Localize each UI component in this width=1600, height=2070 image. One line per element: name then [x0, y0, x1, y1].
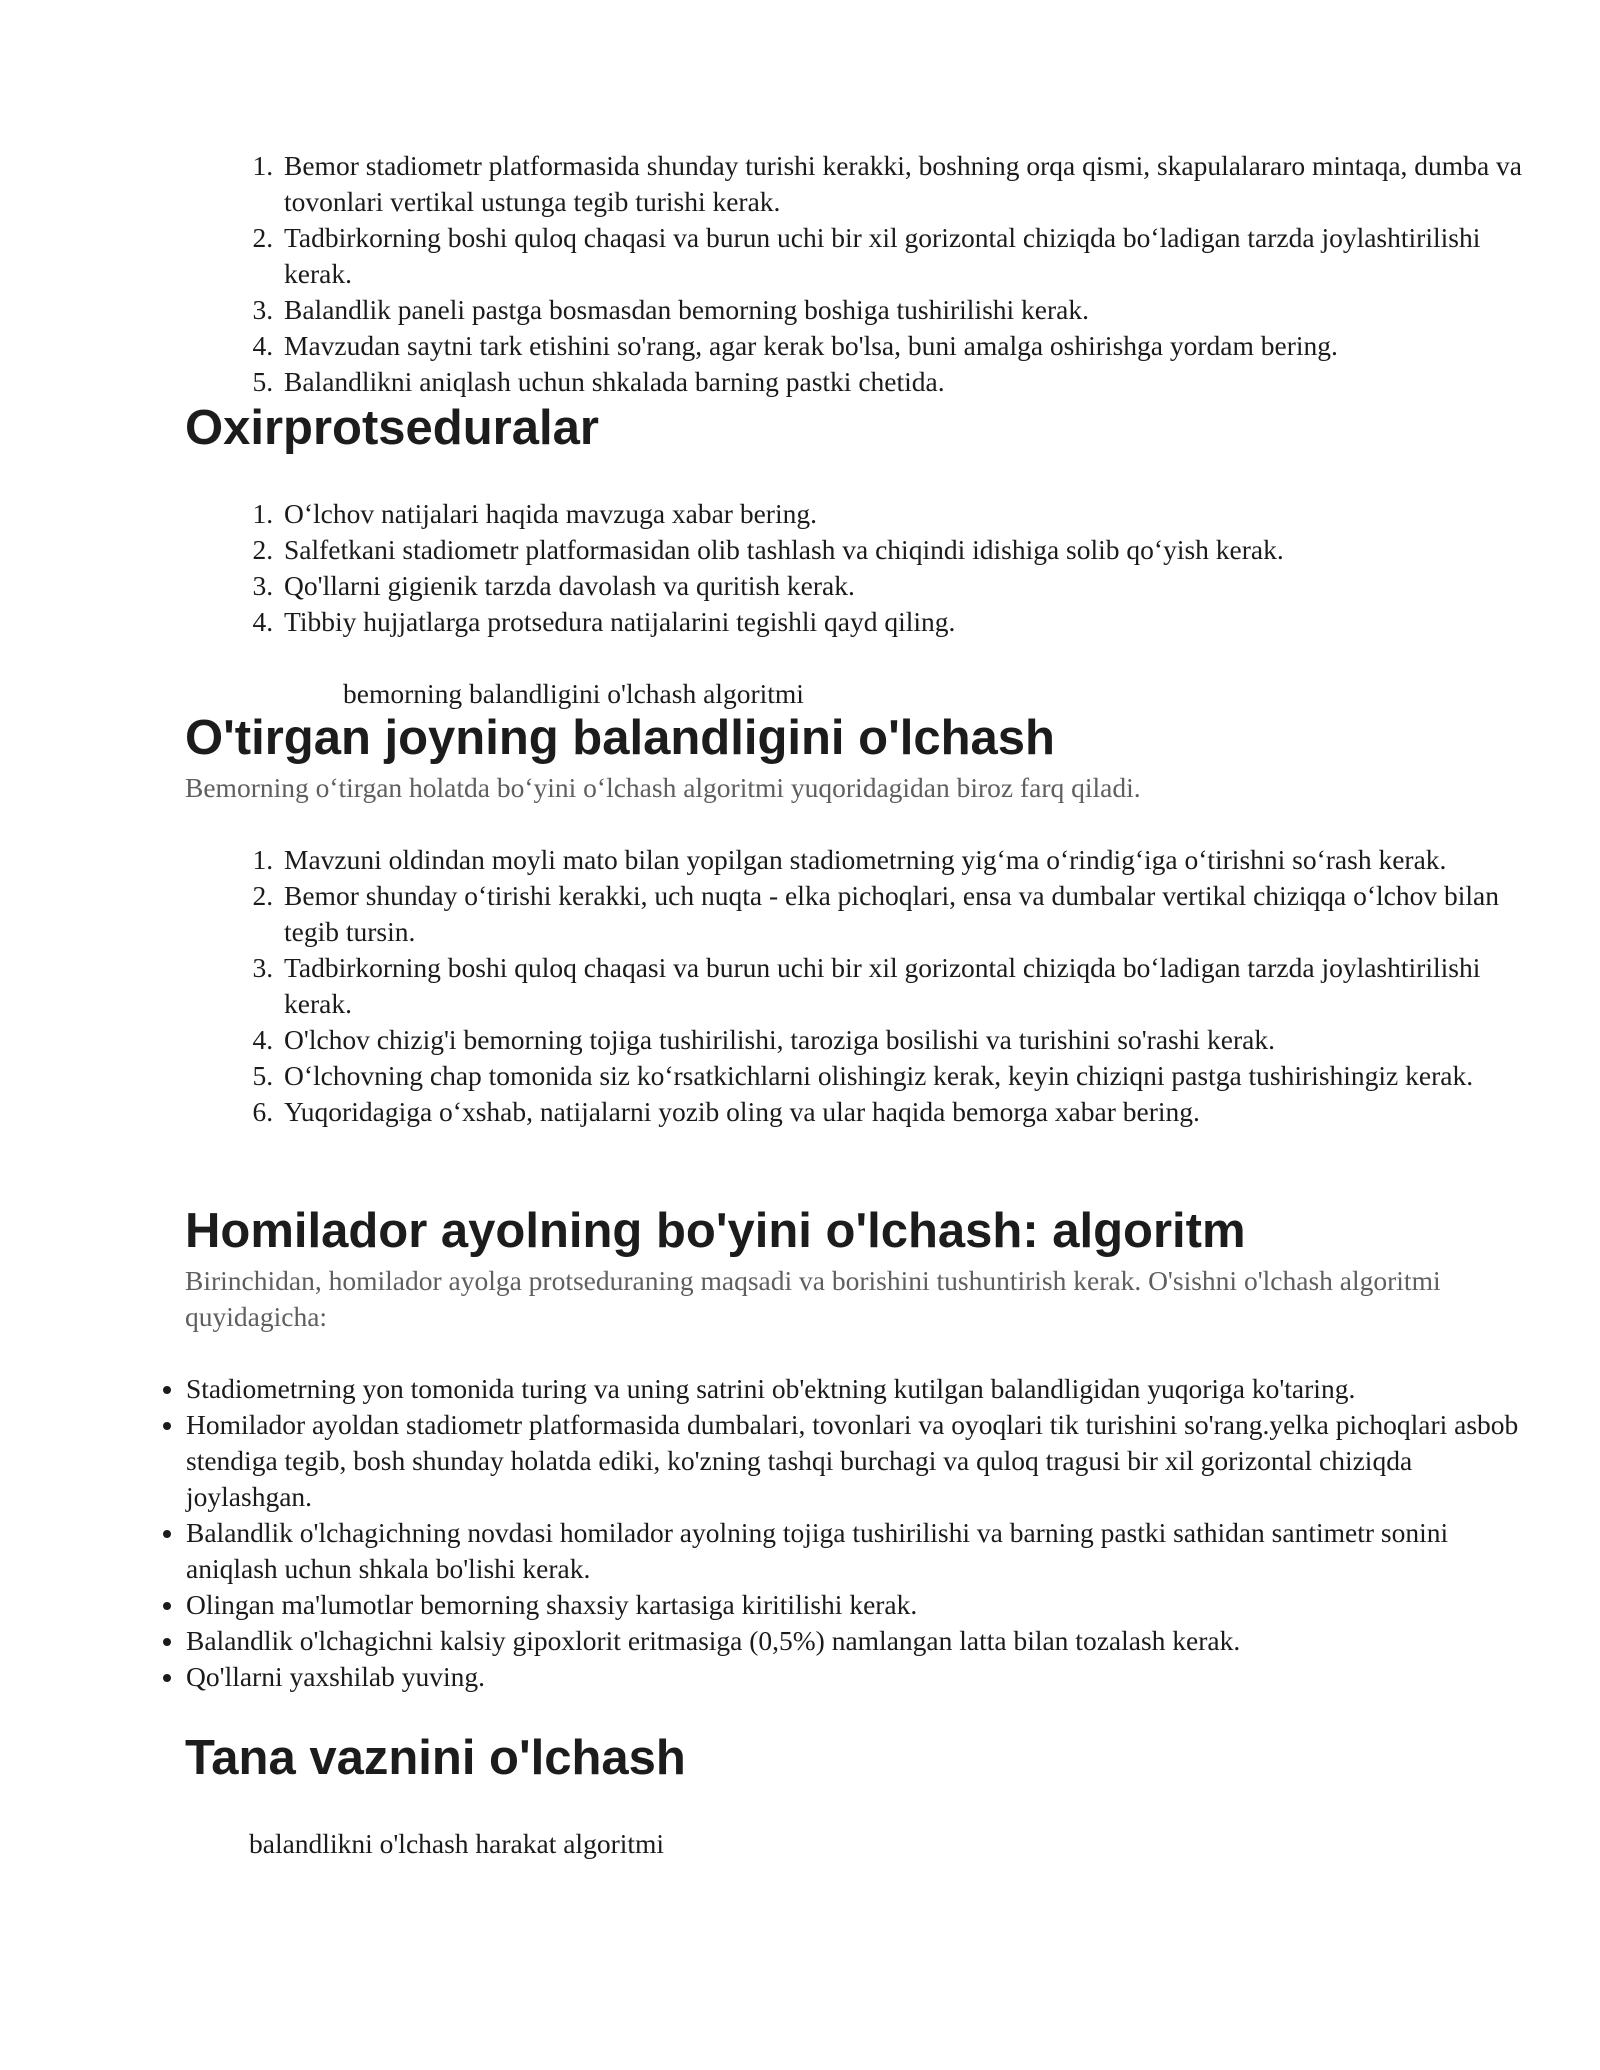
list-item: 3. Qo'llarni gigienik tarzda davolash va quritish kerak. — [280, 568, 1550, 604]
pregnant-height-steps — [132, 1371, 1536, 1695]
list-item: 5. Oʻlchovning chap tomonida siz koʻrsatkichlarni olishingiz kerak, keyin chiziqni pastga tushirishingiz kerak. — [280, 1058, 1550, 1094]
list-item: 1. Mavzuni oldindan moyli mato bilan yopilgan stadiometrning yigʻma oʻrindigʻiga oʻtirishni soʻrash kerak. — [280, 842, 1550, 878]
list-item: • Qo'llarni yaxshilab yuving. — [186, 1659, 1536, 1695]
list-item: 1. Bemor stadiometr platformasida shunday turishi kerakki, boshning orqa qismi, skapulalararo mintaqa, dumba va tovonlari vertikal ustunga tegib turishi kerak. — [280, 148, 1550, 220]
list-item: 4. O'lchov chizig'i bemorning tojiga tushirilishi, taroziga bosilishi va turishini so'rashi kerak. — [280, 1022, 1550, 1058]
list-item: 3. Balandlik paneli pastga bosmasdan bemorning boshiga tushirilishi kerak. — [280, 292, 1550, 328]
list-item: 2. Salfetkani stadiometr platformasidan olib tashlash va chiqindi idishiga solib qoʻyish kerak. — [280, 532, 1550, 568]
list-item: 1. Oʻlchov natijalari haqida mavzuga xabar bering. — [280, 496, 1550, 532]
figure-caption: bemorning balandligini o'lchash algoritmi — [343, 678, 804, 709]
pregnant-height-intro: Birinchidan, homilador ayolga protseduraning maqsadi va borishini tushuntirish kerak. O'sishni o'lchash algoritmi quyidagicha: — [185, 1265, 1441, 1332]
body-weight-heading: Tana vaznini o'lchash — [185, 1731, 686, 1785]
final-procedures-list — [225, 496, 1550, 640]
sitting-height-intro: Bemorning oʻtirgan holatda boʻyini oʻlchash algoritmi yuqoridagidan biroz farq qiladi. — [185, 772, 1141, 803]
list-item: 5. Balandlikni aniqlash uchun shkalada barning pastki chetida. — [280, 364, 1550, 400]
sitting-height-steps — [225, 842, 1550, 1130]
height-measurement-steps — [225, 148, 1550, 400]
list-item: • Homilador ayoldan stadiometr platformasida dumbalari, tovonlari va oyoqlari tik turishini so'rang.yelka pichoqlari asbob stendiga tegib, bosh shunday holatda ediki, ko'zning tashqi burchagi va quloq tragusi bir xil gorizontal chiziqda joylashgan. — [186, 1407, 1536, 1515]
figure-caption: balandlikni o'lchash harakat algoritmi — [249, 1828, 665, 1859]
sitting-height-heading: O'tirgan joyning balandligini o'lchash — [185, 711, 1055, 765]
list-item: • Balandlik o'lchagichning novdasi homilador ayolning tojiga tushirilishi va barning pastki sathidan santimetr sonini aniqlash uchun shkala bo'lishi kerak. — [186, 1515, 1536, 1587]
final-procedures-heading: Oxirprotseduralar — [185, 401, 599, 455]
list-item: 4. Mavzudan saytni tark etishini so'rang, agar kerak bo'lsa, buni amalga oshirishga yordam bering. — [280, 328, 1550, 364]
list-item: • Olingan ma'lumotlar bemorning shaxsiy kartasiga kiritilishi kerak. — [186, 1587, 1536, 1623]
list-item: 6. Yuqoridagiga oʻxshab, natijalarni yozib oling va ular haqida bemorga xabar bering. — [280, 1094, 1550, 1130]
list-item: • Stadiometrning yon tomonida turing va uning satrini ob'ektning kutilgan balandligidan yuqoriga ko'taring. — [186, 1371, 1536, 1407]
list-item: 2. Tadbirkorning boshi quloq chaqasi va burun uchi bir xil gorizontal chiziqda boʻladigan tarzda joylashtirilishi kerak. — [280, 220, 1550, 292]
list-item: 4. Tibbiy hujjatlarga protsedura natijalarini tegishli qayd qiling. — [280, 604, 1550, 640]
list-item: • Balandlik o'lchagichni kalsiy gipoxlorit eritmasiga (0,5%) namlangan latta bilan tozalash kerak. — [186, 1623, 1536, 1659]
list-item: 3. Tadbirkorning boshi quloq chaqasi va burun uchi bir xil gorizontal chiziqda boʻladigan tarzda joylashtirilishi kerak. — [280, 950, 1550, 1022]
list-item: 2. Bemor shunday oʻtirishi kerakki, uch nuqta - elka pichoqlari, ensa va dumbalar vertikal chiziqqa oʻlchov bilan tegib tursin. — [280, 878, 1550, 950]
pregnant-height-heading: Homilador ayolning bo'yini o'lchash: algoritm — [185, 1204, 1246, 1258]
